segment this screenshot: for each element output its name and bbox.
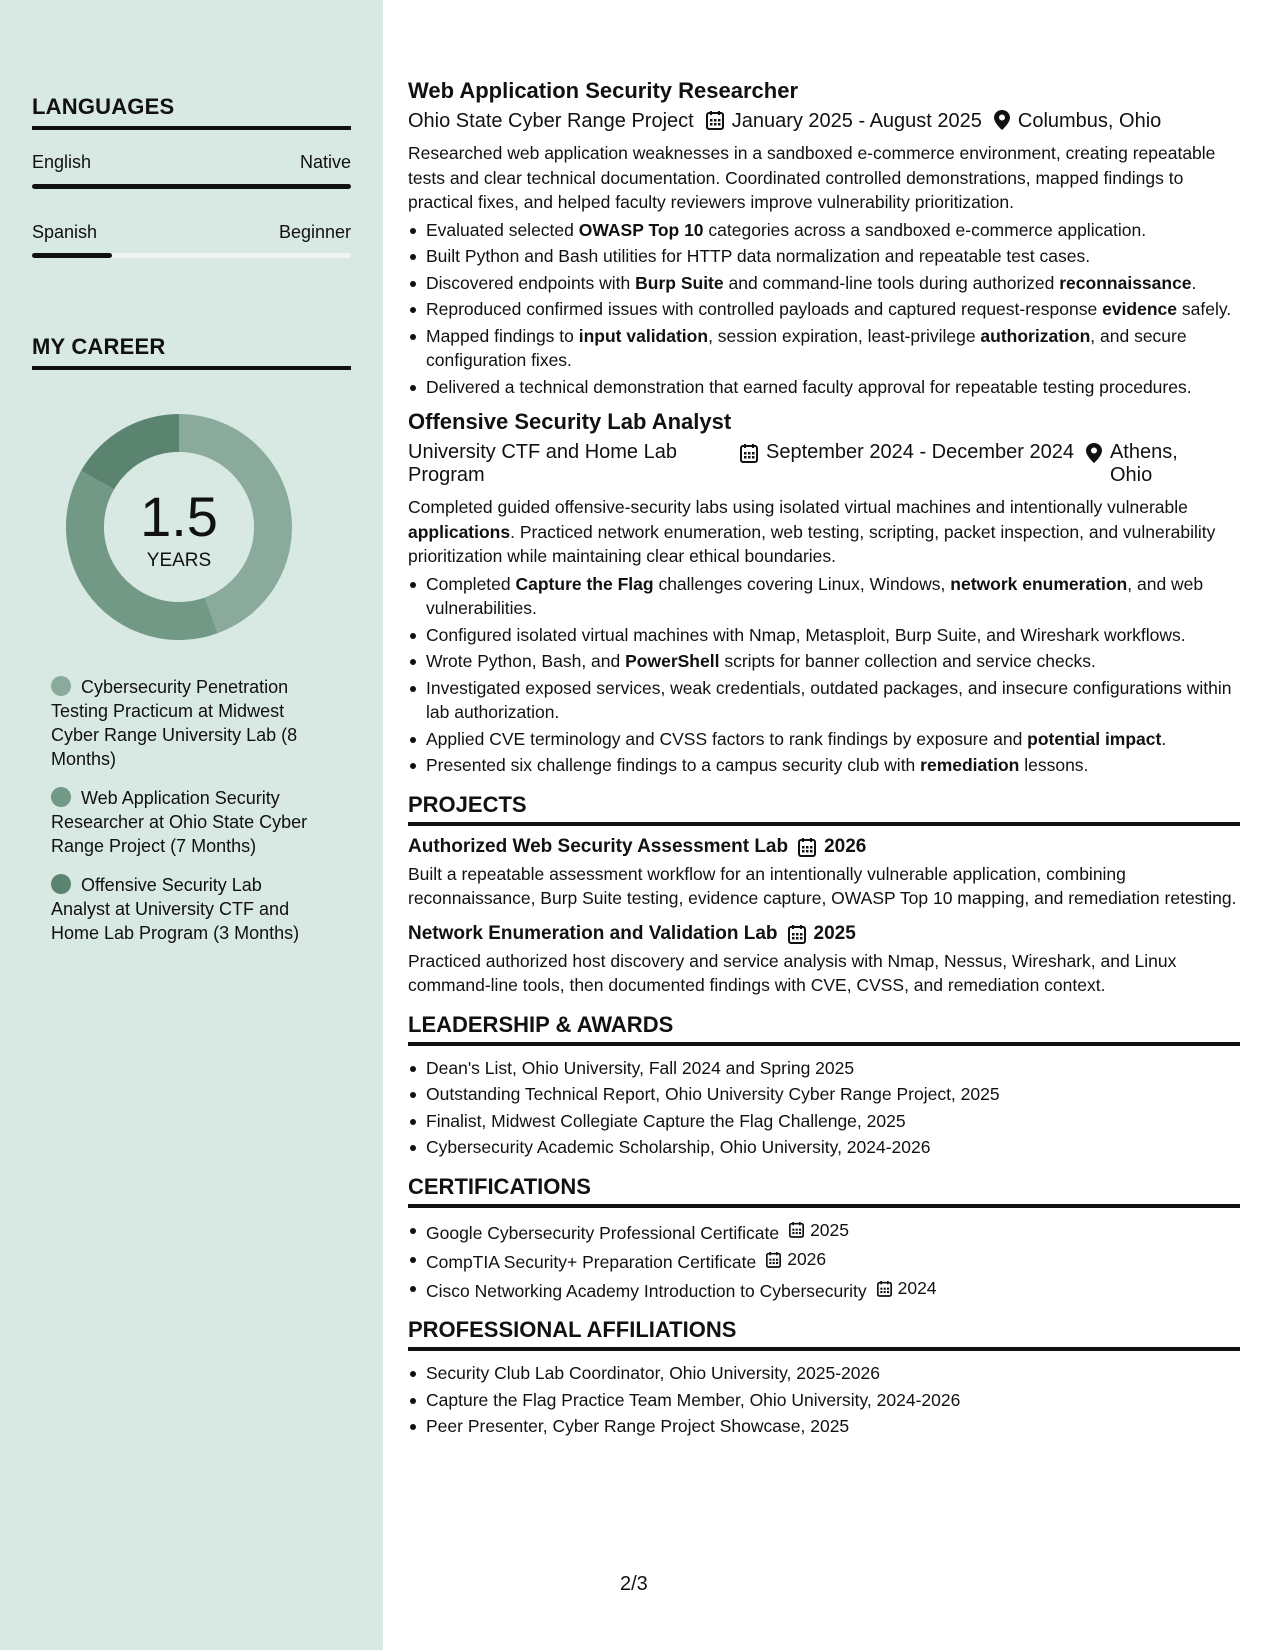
job-dates-text: January 2025 - August 2025 xyxy=(731,110,982,132)
language-row-spanish xyxy=(32,222,351,243)
list-item xyxy=(408,1276,1240,1303)
bullet-item: Delivered a technical demonstration that earned faculty approval for repeatable testing procedures. xyxy=(408,375,1240,400)
bullet-item: Investigated exposed services, weak credentials, outdated packages, and insecure configurations within lab authorization. xyxy=(408,676,1240,725)
project-year xyxy=(788,923,856,945)
career-legend-item xyxy=(51,873,321,945)
leadership-list xyxy=(408,1056,1240,1160)
bullet-item: Reproduced confirmed issues with controlled payloads and captured request-response evidence safely. xyxy=(408,297,1240,322)
bullet-item: Mapped findings to input validation, session expiration, least-privilege authorization, and secure configuration fixes. xyxy=(408,324,1240,373)
legend-dot-icon xyxy=(51,787,71,807)
language-bar-fill xyxy=(32,184,351,189)
job-summary: Researched web application weaknesses in a sandboxed e-commerce environment, creating repeatable tests and clear technical documentation. Coordinated controlled demonstrations, mapped findings to practical fixes, and helped faculty reviewers improve vulnerability prioritization. xyxy=(408,143,1216,212)
project-title-row xyxy=(408,923,1240,945)
language-bar-fill xyxy=(32,253,112,258)
calendar-icon xyxy=(766,1251,781,1268)
legend-label: Web Application Security Researcher at Ohio State Cyber Range Project (7 Months) xyxy=(51,788,308,856)
certification-year: 2025 xyxy=(789,1218,849,1243)
list-item: Dean's List, Ohio University, Fall 2024 and Spring 2025 xyxy=(408,1056,1240,1081)
certifications-section xyxy=(408,1174,1240,1304)
list-item xyxy=(408,1247,1240,1274)
language-name: English xyxy=(32,152,92,172)
certification-name: Cisco Networking Academy Introduction to Cybersecurity xyxy=(426,1280,867,1301)
experience-entry xyxy=(408,409,1240,778)
language-bar-english xyxy=(32,184,351,189)
career-legend-item xyxy=(51,675,321,771)
project-entry xyxy=(408,923,1240,998)
language-bar-spanish xyxy=(32,253,351,258)
calendar-icon xyxy=(740,443,758,463)
certification-name: CompTIA Security+ Preparation Certificate xyxy=(426,1251,757,1272)
legend-dot-icon xyxy=(51,874,71,894)
page-number: 2/3 xyxy=(620,1573,648,1595)
affiliations-heading: PROFESSIONAL AFFILIATIONS xyxy=(408,1317,1240,1351)
list-item: Finalist, Midwest Collegiate Capture the Flag Challenge, 2025 xyxy=(408,1109,1240,1134)
job-title: Web Application Security Researcher xyxy=(408,78,799,103)
job-location-text: Columbus, Ohio xyxy=(1017,110,1162,132)
map-pin-icon xyxy=(994,110,1010,130)
bullet-item: Completed Capture the Flag challenges covering Linux, Windows, network enumeration, and web vulnerabilities. xyxy=(408,572,1240,621)
job-dates-text: September 2024 - December 2024 xyxy=(766,441,1074,463)
calendar-icon xyxy=(789,1221,804,1238)
legend-label: Offensive Security Lab Analyst at University CTF and Home Lab Program (3 Months) xyxy=(51,875,300,943)
calendar-icon xyxy=(877,1280,892,1297)
job-organization: University CTF and Home Lab Program xyxy=(408,441,677,486)
calendar-icon xyxy=(798,837,816,857)
project-year xyxy=(798,836,866,858)
leadership-heading: LEADERSHIP & AWARDS xyxy=(408,1012,1240,1046)
project-description: Practiced authorized host discovery and service analysis with Nmap, Nessus, Wireshark, and Linux command-line tools, then documented findings with CVE, CVSS, and remediation context. xyxy=(408,950,1177,995)
languages-heading: LANGUAGES xyxy=(32,94,351,130)
bullet-item: Evaluated selected OWASP Top 10 categories across a sandboxed e-commerce application. xyxy=(408,218,1240,243)
sidebar xyxy=(0,0,383,1650)
project-year-text: 2026 xyxy=(824,835,867,857)
career-legend-item xyxy=(51,786,321,858)
list-item: Cybersecurity Academic Scholarship, Ohio University, 2024-2026 xyxy=(408,1135,1240,1160)
certification-year: 2024 xyxy=(877,1276,937,1301)
bullet-item: Discovered endpoints with Burp Suite and command-line tools during authorized reconnaissance. xyxy=(408,271,1240,296)
bullet-item: Configured isolated virtual machines with Nmap, Metasploit, Burp Suite, and Wireshark workflows. xyxy=(408,623,1240,648)
job-organization: Ohio State Cyber Range Project xyxy=(408,110,694,132)
map-pin-icon xyxy=(1086,443,1102,463)
job-meta xyxy=(408,110,1240,133)
project-description: Built a repeatable assessment workflow for an intentionally vulnerable application, combining reconnaissance, Burp Suite testing, evidence capture, OWASP Top 10 mapping, and remediation retesting. xyxy=(408,863,1237,908)
list-item xyxy=(408,1218,1240,1245)
bullet-item: Presented six challenge findings to a campus security club with remediation lessons. xyxy=(408,753,1240,778)
leadership-section xyxy=(408,1012,1240,1160)
certification-name: Google Cybersecurity Professional Certificate xyxy=(426,1222,780,1243)
job-title: Offensive Security Lab Analyst xyxy=(408,409,732,434)
language-level: Native xyxy=(299,152,351,172)
job-dates xyxy=(706,110,982,133)
language-name: Spanish xyxy=(32,222,98,242)
project-title-row xyxy=(408,836,1240,858)
calendar-icon xyxy=(788,924,806,944)
list-item: Capture the Flag Practice Team Member, Ohio University, 2024-2026 xyxy=(408,1388,1240,1413)
affiliations-list xyxy=(408,1361,1240,1439)
project-title: Authorized Web Security Assessment Lab xyxy=(408,835,789,857)
job-location-text: Athens, Ohio xyxy=(1109,441,1178,486)
main-content xyxy=(408,78,1240,1441)
list-item: Security Club Lab Coordinator, Ohio University, 2025-2026 xyxy=(408,1361,1240,1386)
job-location xyxy=(994,110,1161,133)
job-bullets xyxy=(408,572,1240,778)
career-total-value: 1.5 xyxy=(140,485,218,548)
career-total-unit: YEARS xyxy=(146,550,212,571)
bullet-item: Wrote Python, Bash, and PowerShell scripts for banner collection and service checks. xyxy=(408,649,1240,674)
job-bullets xyxy=(408,218,1240,400)
legend-label: Cybersecurity Penetration Testing Practicum at Midwest Cyber Range University Lab (8 Months) xyxy=(51,677,298,769)
project-year-text: 2025 xyxy=(813,922,856,944)
language-row-english xyxy=(32,152,351,173)
job-summary: Completed guided offensive-security labs using isolated virtual machines and intentionally vulnerable applications. Practiced network enumeration, web testing, scripting, packet inspection, and vulnerability prioritization while maintaining clear ethical boundaries. xyxy=(408,497,1216,566)
list-item: Peer Presenter, Cyber Range Project Showcase, 2025 xyxy=(408,1414,1240,1439)
bullet-item: Applied CVE terminology and CVSS factors to rank findings by exposure and potential impact. xyxy=(408,727,1240,752)
project-entry xyxy=(408,836,1240,911)
job-meta xyxy=(408,441,1240,487)
language-level: Beginner xyxy=(278,222,351,242)
affiliations-section xyxy=(408,1317,1240,1439)
legend-dot-icon xyxy=(51,676,71,696)
certification-year: 2026 xyxy=(766,1247,826,1272)
career-heading: MY CAREER xyxy=(32,334,351,370)
list-item: Outstanding Technical Report, Ohio University Cyber Range Project, 2025 xyxy=(408,1082,1240,1107)
certifications-heading: CERTIFICATIONS xyxy=(408,1174,1240,1208)
job-dates xyxy=(740,441,1074,464)
calendar-icon xyxy=(706,110,724,130)
project-title: Network Enumeration and Validation Lab xyxy=(408,922,778,944)
projects-section xyxy=(408,792,1240,998)
projects-heading: PROJECTS xyxy=(408,792,1240,826)
bullet-item: Built Python and Bash utilities for HTTP data normalization and repeatable test cases. xyxy=(408,244,1240,269)
certifications-list xyxy=(408,1218,1240,1304)
experience-entry xyxy=(408,78,1240,399)
job-location xyxy=(1086,441,1196,487)
